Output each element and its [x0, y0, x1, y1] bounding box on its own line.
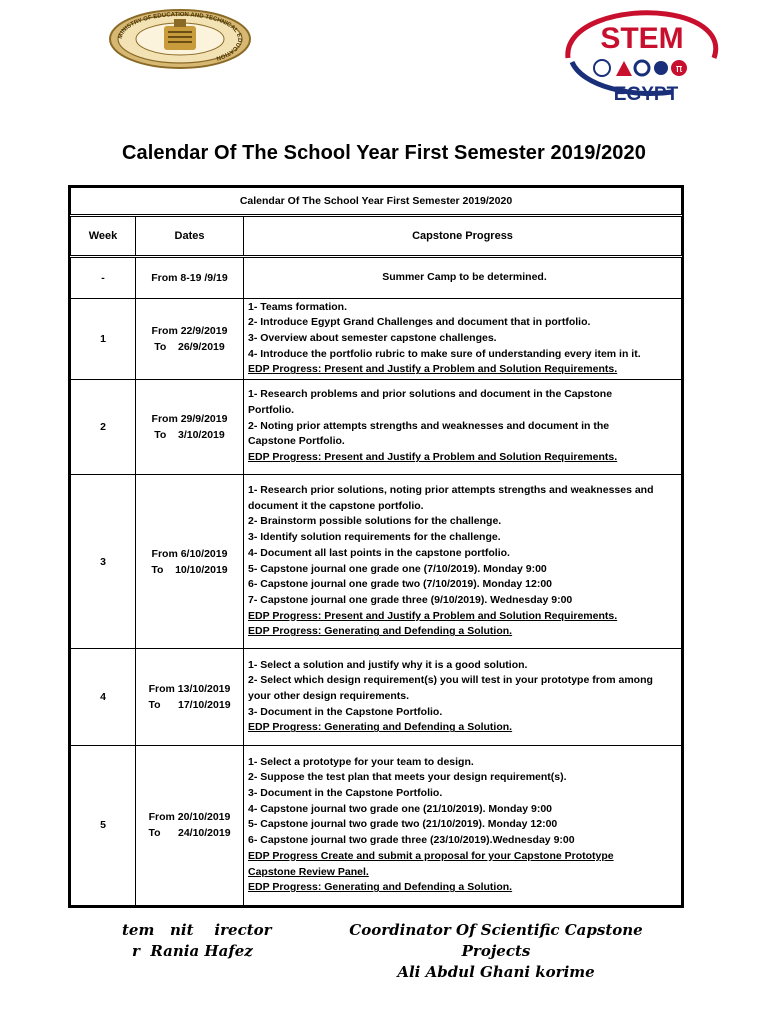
- progress-line: 1- Select a prototype for your team to design.: [248, 755, 474, 768]
- progress-line: document it the capstone portfolio.: [248, 499, 424, 512]
- table-row: [71, 745, 682, 905]
- progress-cell: [244, 474, 682, 648]
- signature-left-name: r Rania Hafez: [132, 942, 253, 960]
- dates-cell: [136, 745, 244, 905]
- dates-from: From 6/10/2019: [151, 547, 228, 560]
- progress-cell: [244, 257, 682, 299]
- dates-cell: [136, 379, 244, 474]
- header-progress: Capstone Progress: [244, 216, 682, 257]
- progress-cell: [244, 379, 682, 474]
- progress-line: 6- Capstone journal one grade two (7/10/2019). Monday 12:00: [248, 578, 552, 591]
- dates-to: To 3/10/2019: [154, 428, 225, 441]
- progress-line: 3- Document in the Capstone Portfolio.: [248, 787, 443, 799]
- dates-from: From 8-19 /9/19: [151, 272, 228, 285]
- progress-line: 4- Introduce the portfolio rubric to make sure of understanding every item in it.: [248, 347, 641, 360]
- edp-progress-line: Capstone Review Panel.: [248, 865, 369, 878]
- progress-line: 2- Select which design requirement(s) you will test in your prototype from among: [248, 674, 653, 687]
- calendar-table: [68, 185, 684, 908]
- progress-line: 1- Research problems and prior solutions and document in the Capstone: [248, 388, 613, 401]
- progress-line: 4- Capstone journal two grade one (21/10/2019). Monday 9:00: [248, 802, 552, 815]
- week-cell: 4: [71, 649, 136, 745]
- dates-from: From 29/9/2019: [151, 412, 228, 425]
- ministry-logo: [108, 8, 252, 70]
- progress-line: 7- Capstone journal one grade three (9/10/2019). Wednesday 9:00: [248, 593, 573, 606]
- week-cell: 2: [71, 379, 136, 474]
- edp-progress-line: EDP Progress: Present and Justify a Problem and Solution Requirements.: [248, 363, 618, 376]
- progress-line: 2- Suppose the test plan that meets your design requirement(s).: [248, 771, 567, 784]
- dates-to: To 26/9/2019: [154, 340, 225, 353]
- table-row: [71, 379, 682, 474]
- header-dates: Dates: [136, 216, 244, 257]
- progress-line: 3- Identify solution requirements for the challenge.: [248, 531, 501, 544]
- progress-line: 4- Document all last points in the capstone portfolio.: [248, 546, 510, 559]
- progress-line: 3- Document in the Capstone Portfolio.: [248, 705, 443, 718]
- svg-text:π: π: [675, 62, 683, 75]
- table-row: [71, 474, 682, 648]
- stem-egypt-logo: [562, 6, 722, 104]
- progress-cell: [244, 299, 682, 379]
- edp-progress-line: EDP Progress: Generating and Defending a Solution.: [248, 881, 513, 894]
- dates-cell: [136, 474, 244, 648]
- dates-from: From 20/10/2019: [148, 811, 231, 824]
- stem-logo-text: STEM: [600, 22, 684, 55]
- week-cell: -: [71, 257, 136, 299]
- signature-left-title: tem nit irector: [122, 921, 272, 939]
- signature-left: [122, 920, 272, 962]
- week-cell: 3: [71, 474, 136, 648]
- progress-line: 1- Teams formation.: [248, 300, 347, 313]
- dates-from: From 13/10/2019: [148, 682, 231, 695]
- table-caption: Calendar Of The School Year First Semester 2019/2020: [71, 188, 682, 216]
- progress-line: 6- Capstone journal two grade three (23/10/2019).Wednesday 9:00: [248, 834, 575, 847]
- week-cell: 1: [71, 299, 136, 379]
- dates-to: To 10/10/2019: [151, 563, 228, 576]
- header-week: Week: [71, 216, 136, 257]
- progress-line: Portfolio.: [248, 404, 295, 417]
- table-row: [71, 649, 682, 745]
- signature-right-name: Ali Abdul Ghani korime: [397, 963, 595, 981]
- egypt-logo-text: EGYPT: [613, 84, 679, 104]
- dates-cell: [136, 257, 244, 299]
- ministry-logo-text: MINISTRY OF EDUCATION AND TECHNICAL EDUCATION: [117, 11, 243, 61]
- edp-progress-line: EDP Progress Create and submit a proposal for your Capstone Prototype: [248, 849, 614, 862]
- dates-to: To 24/10/2019: [148, 827, 231, 840]
- progress-line: 2- Introduce Egypt Grand Challenges and document that in portfolio.: [248, 316, 591, 329]
- dates-to: To 17/10/2019: [148, 698, 231, 711]
- progress-line: 5- Capstone journal two grade two (21/10/2019). Monday 12:00: [248, 818, 558, 831]
- progress-line: 3- Overview about semester capstone challenges.: [248, 332, 497, 345]
- signature-right: [326, 920, 666, 983]
- edp-progress-line: EDP Progress: Generating and Defending a Solution.: [248, 721, 513, 734]
- progress-line: 2- Noting prior attempts strengths and weaknesses and document in the: [248, 419, 610, 432]
- progress-line: 1- Research prior solutions, noting prior attempts strengths and weaknesses and: [248, 483, 654, 496]
- week-cell: 5: [71, 745, 136, 905]
- dates-cell: [136, 299, 244, 379]
- progress-cell: [244, 649, 682, 745]
- edp-progress-line: EDP Progress: Generating and Defending a Solution.: [248, 625, 513, 638]
- table-row: [71, 257, 682, 299]
- progress-cell: [244, 745, 682, 905]
- page-title: Calendar Of The School Year First Semester 2019/2020: [122, 142, 646, 164]
- progress-line: 1- Select a solution and justify why it is a good solution.: [248, 658, 528, 671]
- table-row: [71, 299, 682, 379]
- edp-progress-line: EDP Progress: Present and Justify a Problem and Solution Requirements.: [248, 609, 618, 622]
- progress-line: 5- Capstone journal one grade one (7/10/2019). Monday 9:00: [248, 562, 547, 575]
- progress-line: 2- Brainstorm possible solutions for the challenge.: [248, 515, 502, 528]
- progress-line: your other design requirements.: [248, 690, 410, 703]
- progress-line: Capstone Portfolio.: [248, 435, 345, 448]
- progress-line: Summer Camp to be determined.: [382, 271, 547, 284]
- signature-right-title: Coordinator Of Scientific Capstone Projects: [349, 921, 643, 960]
- dates-from: From 22/9/2019: [151, 324, 228, 337]
- dates-cell: [136, 649, 244, 745]
- edp-progress-line: EDP Progress: Present and Justify a Problem and Solution Requirements.: [248, 451, 618, 464]
